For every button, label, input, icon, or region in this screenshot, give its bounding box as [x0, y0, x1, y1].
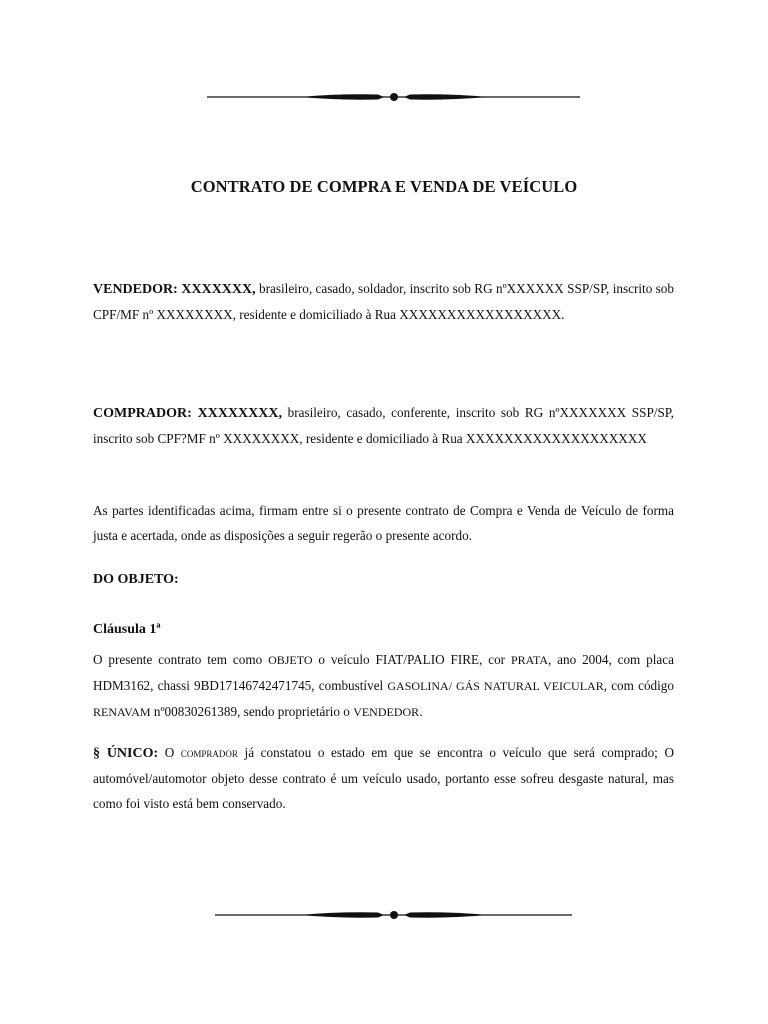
comprador-label: COMPRADOR: XXXXXXXX, [93, 406, 282, 421]
vendedor-paragraph [93, 276, 674, 327]
contract-title: CONTRATO DE COMPRA E VENDA DE VEÍCULO [190, 177, 578, 196]
clausula-combustivel: GASOLINA/ GÁS NATURAL VEICULAR [387, 679, 604, 693]
comprador-text: brasileiro, casado, conferente, inscrito sob RG nºXXXXXXX SSP/SP, inscrito sob CPF?MF nº XXXXXXXX, residente e domiciliado à Rua XXXXXXXXXXXXXXXXXXX [93, 405, 674, 446]
unico-text-2: já constatou o estado em que se encontra o veículo que será comprado; O automóvel/automotor objeto desse contrato é um veículo usado, portanto esse sofreu desgaste natural, mas como foi visto está bem conservado. [93, 745, 674, 811]
clausula-1-paragraph [93, 647, 674, 725]
clausula-text-6: . [419, 704, 423, 719]
top-ornament-divider [0, 87, 768, 107]
comprador-paragraph [93, 400, 674, 451]
unico-label: § ÚNICO: [93, 746, 159, 761]
vendedor-text: brasileiro, casado, soldador, inscrito sob RG nºXXXXXX SSP/SP, inscrito sob CPF/MF nº XXXXXXXX, residente e domiciliado à Rua XXXXXXXXXXXXXXXXX. [93, 281, 674, 322]
do-objeto-heading: DO OBJETO: [93, 572, 179, 587]
clausula-text-5: nº00830261389, sendo proprietário o [150, 704, 354, 719]
clausula-vendedor: VENDEDOR [353, 705, 420, 719]
vendedor-label: VENDEDOR: XXXXXXX, [93, 282, 256, 297]
clausula-1-heading: Cláusula 1ª [93, 622, 161, 637]
unico-comprador: comprador [180, 745, 238, 760]
partes-paragraph: As partes identificadas acima, firmam entre si o presente contrato de Compra e Venda de Veículo de forma justa e acertada, onde as disposições a seguir regerão o presente acordo. [93, 503, 674, 543]
clausula-text-3: , ano 2004, com placa HDM3162, chassi 9BD17146742471745, combustível [93, 652, 674, 693]
clausula-objeto: OBJETO [268, 653, 313, 667]
clausula-text-1: O presente contrato tem como [93, 652, 269, 667]
bottom-ornament-divider [0, 905, 768, 925]
unico-paragraph [93, 740, 674, 816]
unico-text-1: O [158, 745, 181, 760]
clausula-renavam: RENAVAM [93, 705, 151, 719]
clausula-prata: PRATA [510, 653, 548, 667]
clausula-text-4: , com código [603, 678, 674, 693]
clausula-text-2: o veículo FIAT/PALIO FIRE, cor [312, 652, 511, 667]
